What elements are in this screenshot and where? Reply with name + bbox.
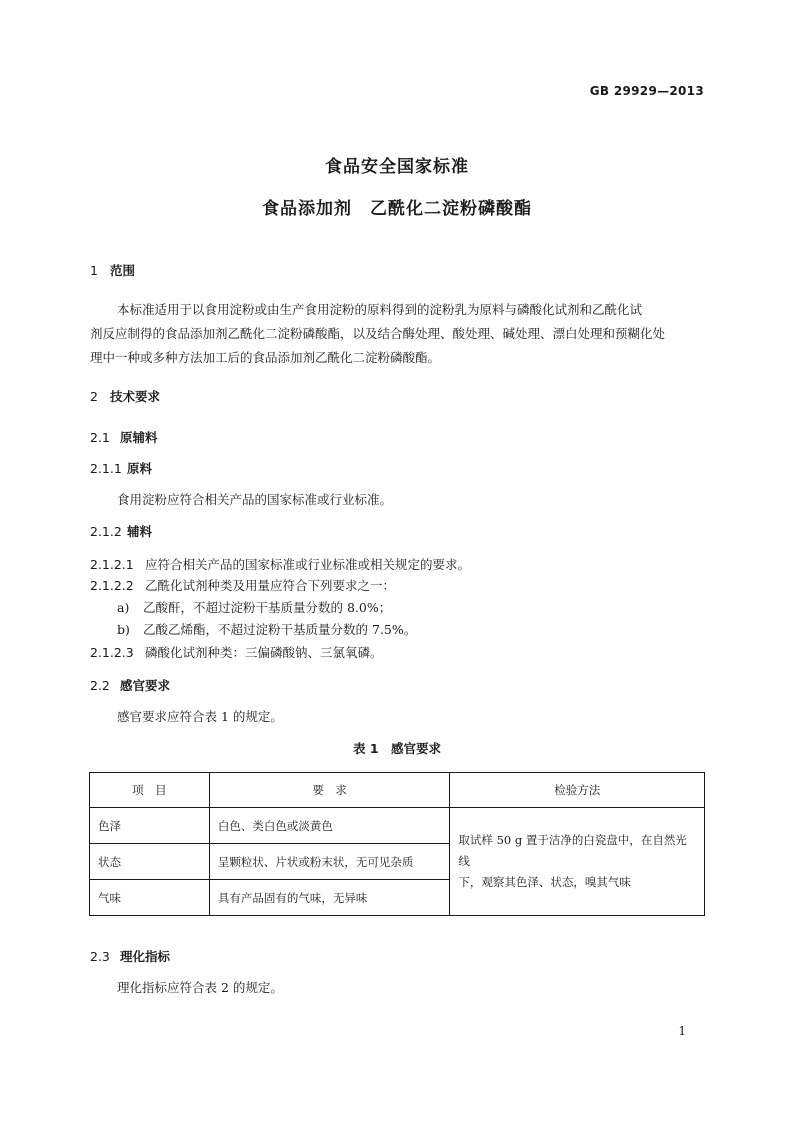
section-1-heading <box>90 261 135 279</box>
table-cell-requirement: 白色、类白色或淡黄色 <box>209 808 450 844</box>
paragraph-line: 剂反应制得的食品添加剂乙酰化二淀粉磷酸酯，以及结合酶处理、酸处理、碱处理、漂白处理和预糊化处 <box>90 326 666 341</box>
list-text: 乙酸乙烯酯，不超过淀粉干基质量分数的 7.5%。 <box>143 622 417 637</box>
section-label: 原料 <box>127 461 153 476</box>
clause-number: 2.1.2.3 <box>90 645 134 660</box>
table-1-caption: 表 1 感官要求 <box>352 741 442 756</box>
section-label: 感官要求 <box>120 678 171 693</box>
section-number: 2.1 <box>90 430 110 445</box>
clause-2-1-2-2 <box>90 576 395 594</box>
scope-paragraph <box>90 298 706 370</box>
section-number: 1 <box>90 263 98 278</box>
paragraph-line: 理中一种或多种方法加工后的食品添加剂乙酰化二淀粉磷酸酯。 <box>90 350 441 365</box>
table-cell-item: 状态 <box>90 844 210 880</box>
page-number: 1 <box>678 1024 686 1038</box>
list-marker: b) <box>117 622 130 637</box>
method-line: 取试样 50 g 置于洁净的白瓷盘中，在自然光线 <box>458 833 687 868</box>
section-number: 2.3 <box>90 949 110 964</box>
clause-2-1-2-1 <box>90 555 470 573</box>
list-marker: a) <box>117 600 130 615</box>
physicochemical-intro-text: 理化指标应符合表 2 的规定。 <box>117 980 283 995</box>
table-cell-method <box>450 808 705 916</box>
standard-code: GB 29929—2013 <box>589 84 704 98</box>
table-header-method: 检验方法 <box>450 773 705 808</box>
clause-text: 乙酰化试剂种类及用量应符合下列要求之一： <box>145 578 396 593</box>
section-2-3-heading <box>90 947 170 965</box>
section-number: 2.2 <box>90 678 110 693</box>
section-label: 技术要求 <box>110 389 161 404</box>
table-cell-item: 气味 <box>90 880 210 916</box>
document-subtitle: 食品添加剂 乙酰化二淀粉磷酸酯 <box>262 199 532 219</box>
sensory-intro-text: 感官要求应符合表 1 的规定。 <box>117 709 283 724</box>
section-2-heading <box>90 387 160 405</box>
table-header-row <box>90 773 705 808</box>
section-2-1-2-heading <box>90 522 152 540</box>
clause-number: 2.1.2.2 <box>90 578 134 593</box>
section-number: 2 <box>90 389 98 404</box>
table-cell-requirement: 具有产品固有的气味，无异味 <box>209 880 450 916</box>
clause-text: 磷酸化试剂种类：三偏磷酸钠、三氯氧磷。 <box>145 645 383 660</box>
section-2-1-1-heading <box>90 459 152 477</box>
method-line: 下，观察其色泽、状态，嗅其气味 <box>458 875 631 889</box>
section-label: 范围 <box>110 263 136 278</box>
clause-2-1-2-3 <box>90 643 383 661</box>
table-header-requirement: 要 求 <box>209 773 450 808</box>
clause-text: 应符合相关产品的国家标准或行业标准或相关规定的要求。 <box>145 557 471 572</box>
section-label: 辅料 <box>127 524 153 539</box>
table-cell-requirement: 呈颗粒状、片状或粉末状，无可见杂质 <box>209 844 450 880</box>
clause-number: 2.1.2.1 <box>90 557 134 572</box>
document-title: 食品安全国家标准 <box>325 157 469 177</box>
section-number: 2.1.2 <box>90 524 122 539</box>
list-item-a <box>117 598 391 616</box>
table-cell-item: 色泽 <box>90 808 210 844</box>
section-label: 理化指标 <box>120 949 171 964</box>
raw-material-text: 食用淀粉应符合相关产品的国家标准或行业标准。 <box>117 492 393 507</box>
section-2-2-heading <box>90 676 170 694</box>
paragraph-line: 本标准适用于以食用淀粉或由生产食用淀粉的原料得到的淀粉乳为原料与磷酸化试剂和乙酰化试 <box>117 302 643 317</box>
list-item-b <box>117 620 416 638</box>
table-header-item: 项 目 <box>90 773 210 808</box>
sensory-requirements-table <box>89 772 705 916</box>
section-number: 2.1.1 <box>90 461 122 476</box>
section-2-1-heading <box>90 428 158 446</box>
section-label: 原辅料 <box>120 430 158 445</box>
table-row <box>90 808 705 844</box>
list-text: 乙酸酐，不超过淀粉干基质量分数的 8.0%； <box>143 600 392 615</box>
